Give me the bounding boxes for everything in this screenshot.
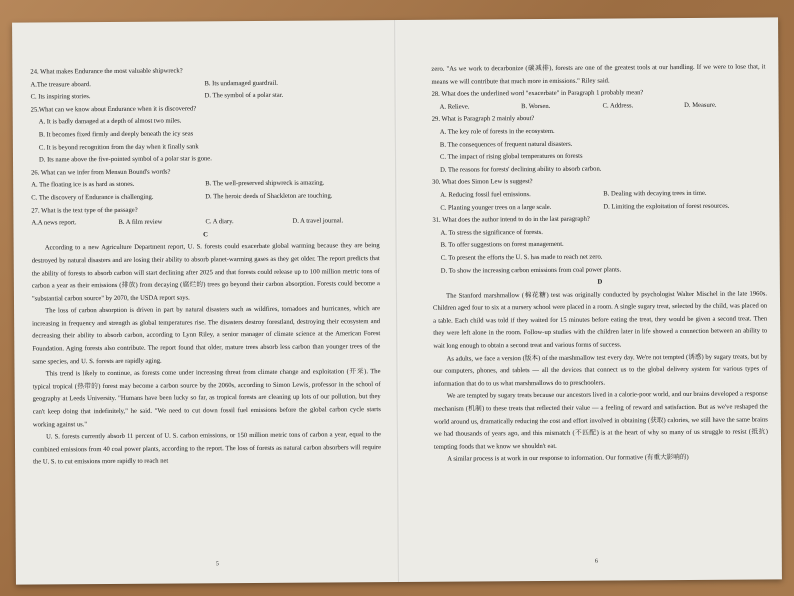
q27-options-row	[31, 215, 379, 230]
right-column	[431, 61, 768, 466]
q25-option-b: B. It becomes fixed firmly and deeply beneath the icy seas	[38, 130, 194, 139]
q24-option-b: B. Its undamaged guardrail.	[204, 79, 278, 87]
q26-option-b: B. The well-preserved shipwreck is amazing.	[205, 179, 325, 188]
section-c-heading: C	[203, 231, 208, 239]
q25-stem: 25.What can we know about Endurance when it is discovered?	[30, 105, 197, 114]
q31-option-d: D. To show the increasing carbon emissions from coal power plants.	[440, 265, 622, 275]
q25-option-c: C. It is beyond recognition from the day when it finally sank	[38, 142, 199, 152]
q29-option-c: C. The impact of rising global temperatures on forests	[439, 152, 583, 161]
q24-options-row-2	[31, 89, 379, 104]
q30-option-c: C. Planting younger trees on a large scale.	[440, 203, 552, 212]
q31-stem: 31. What does the author intend to do in the last paragraph?	[432, 215, 590, 224]
q30-option-a: A. Reducing fossil fuel emissions.	[440, 191, 531, 199]
passage-c-continuation: zero. "As we work to decarbonize (碳减排), forests are one of the greatest tools at our handling. If we were to lose that, it means we will contribute that much more in emissions." Riley said.	[431, 63, 766, 86]
page-number-left: 5	[215, 561, 219, 568]
q28-options-row	[432, 99, 766, 114]
q24-stem: 24. What makes Endurance the most valuable shipwreck?	[30, 67, 183, 76]
q28-stem: 28. What does the underlined word "exacerbate" in Paragraph 1 probably mean?	[431, 89, 644, 98]
exam-paper-sheet	[12, 17, 782, 584]
q27-stem: 27. What is the text type of the passage?	[31, 206, 138, 215]
left-column	[30, 64, 381, 469]
q28-option-d: D. Measure.	[684, 101, 717, 109]
q29-stem: 29. What is Paragraph 2 mainly about?	[431, 115, 535, 124]
q24-option-c: C. Its inspiring stories.	[30, 93, 91, 101]
q30-option-d: D. Limiting the exploitation of forest resources.	[603, 202, 730, 211]
q30-stem: 30. What does Simon Lew is suggest?	[432, 178, 533, 187]
q26-option-a: A. The floating ice is as hard as stones.	[31, 181, 135, 189]
q29-option-a: A. The key role of forests in the ecosystem.	[439, 127, 555, 136]
right-page	[395, 17, 782, 582]
q31-option-c: C. To present the efforts the U. S. has made to reach net zero.	[440, 253, 603, 262]
q27-option-b: B. A film review	[118, 218, 163, 227]
q30-option-b: B. Dealing with decaying trees in time.	[603, 189, 707, 198]
q31-option-a: A. To stress the significance of forests.	[440, 228, 543, 237]
passage-c-paragraph-2: The loss of carbon absorption is driven in part by natural disasters such as wildfires, tornadoes and hurricanes, which are increasing in frequency and strength as global temperatures rise. The disasters destroy forestland, destroying their ecosystem and decreasing their ability to absorb carbon, according to Lynn Riley, a senior manager of climate science at the American Forest Foundation. Aging forests also contribute. The report found that older, mature trees absorb less carbon than younger trees of the same species, and U. S. forests are rapidly aging.	[32, 305, 381, 366]
q28-option-b: B. Worsen.	[521, 102, 551, 110]
q26-stem: 26. What can we infer from Mensun Bound's words?	[31, 168, 171, 177]
passage-c-paragraph-4: U. S. forests currently absorb 11 percent of U. S. carbon emissions, or 150 million metric tons of carbon a year, equal to the combined emissions from 40 coal power plants, according to the report. The loss of forests as natural carbon absorbers will require the U. S. to cut emissions more rapidly to reach net	[33, 431, 382, 466]
q24-option-a: A.The treasure aboard.	[30, 80, 91, 89]
q29-option-b: B. The consequences of frequent natural disasters.	[439, 140, 573, 149]
q28-option-c: C. Address.	[602, 102, 634, 110]
q31-option-b: B. To offer suggestions on forest management.	[440, 241, 564, 250]
q27-option-d: D. A travel journal.	[292, 217, 344, 225]
passage-d-paragraph-3: We are tempted by sugary treats because our ancestors lived in a calorie-poor world, and our brains developed a response mechanism (机制) to these treats that reflected their value — a feeling of reward and satisfaction. But as we've reshaped the world around us, dramatically reducing the cost and effort involved in obtaining (获取) calories, we still have the same brains we had thousands of years ago, and this mismatch (不匹配) is at the heart of why so many of us struggle to resist (抵抗) tempting foods that we know we shouldn't eat.	[433, 390, 768, 451]
q26-options-row-2	[31, 190, 379, 205]
q29-option-d: D. The reasons for forests' declining ability to absorb carbon.	[440, 165, 602, 174]
passage-d-paragraph-2: As adults, we face a version (版本) of the marshmallow test every day. We're not tempted (诱惑) by sugary treats, but by our computers, phones, and tablets — all the devices that connect us to the global delivery system for various types of information that do to us what marshmallows do to preschoolers.	[433, 353, 768, 388]
q30-options-row-2	[432, 200, 766, 215]
q28-option-a: A. Relieve.	[439, 103, 470, 111]
left-page	[12, 20, 399, 585]
passage-c-paragraph-1: According to a new Agriculture Department report, U. S. forests could exacerbate global warming because they are being destroyed by natural disasters and are losing their ability to absorb planet-warming gases as they get older. The report predicts that the ability of forests to absorb carbon will start declining after 2025 and that forests could release up to 100 million metric tons of carbon a year as their emissions (排放) from decaying (腐烂的) trees go beyond their carbon absorption. Forests could become a "substantial carbon source" by 2070, the USDA report says.	[31, 242, 380, 303]
page-number-right: 6	[594, 558, 598, 565]
q24-option-d: D. The symbol of a polar star.	[204, 91, 284, 100]
q27-option-a: A.A news report.	[31, 219, 77, 227]
q27-option-c: C. A diary.	[205, 218, 234, 226]
q25-option-d: D. Its name above the five-pointed symbol of a polar star is gone.	[38, 155, 212, 164]
q25-option-a: A. It is badly damaged at a depth of almost two miles.	[38, 117, 182, 126]
section-d-heading: D	[597, 278, 603, 286]
passage-d-paragraph-1: The Stanford marshmallow (棉花糖) test was originally conducted by psychologist Walter Mischel in the late 1960s. Children aged four to six at a nursery school were placed in a room. A single sugary treat, selected by the child, was placed on a table. Each child was told if they waited for 15 minutes before eating the treat, they would be given a second treat. Then they were left alone in the room. Follow-up studies with the children later in life showed a connection between an ability to wait long enough to obtain a second treat and various forms of success.	[433, 290, 768, 350]
passage-c-paragraph-3: This trend is likely to continue, as forests come under increasing threat from climate change and exploitation (开采). The typical tropical (热带的) forest may become a carbon source by the 2060s, according to Simon Lewis, professor in the school of geography at Leeds University. "Humans have been lucky so far, as tropical forests are cleaning up lots of our pollution, but they can't keep doing that indefinitely," he said. "We need to cut down fossil fuel emissions before the global carbon cycle starts working against us."	[32, 368, 381, 429]
q26-option-d: D. The heroic deeds of Shackleton are touching.	[205, 192, 333, 201]
passage-d-paragraph-4: A similar process is at work in our response to information. Our formative (有重大影响的)	[447, 454, 689, 464]
q26-option-c: C. The discovery of Endurance is challenging.	[31, 193, 154, 202]
